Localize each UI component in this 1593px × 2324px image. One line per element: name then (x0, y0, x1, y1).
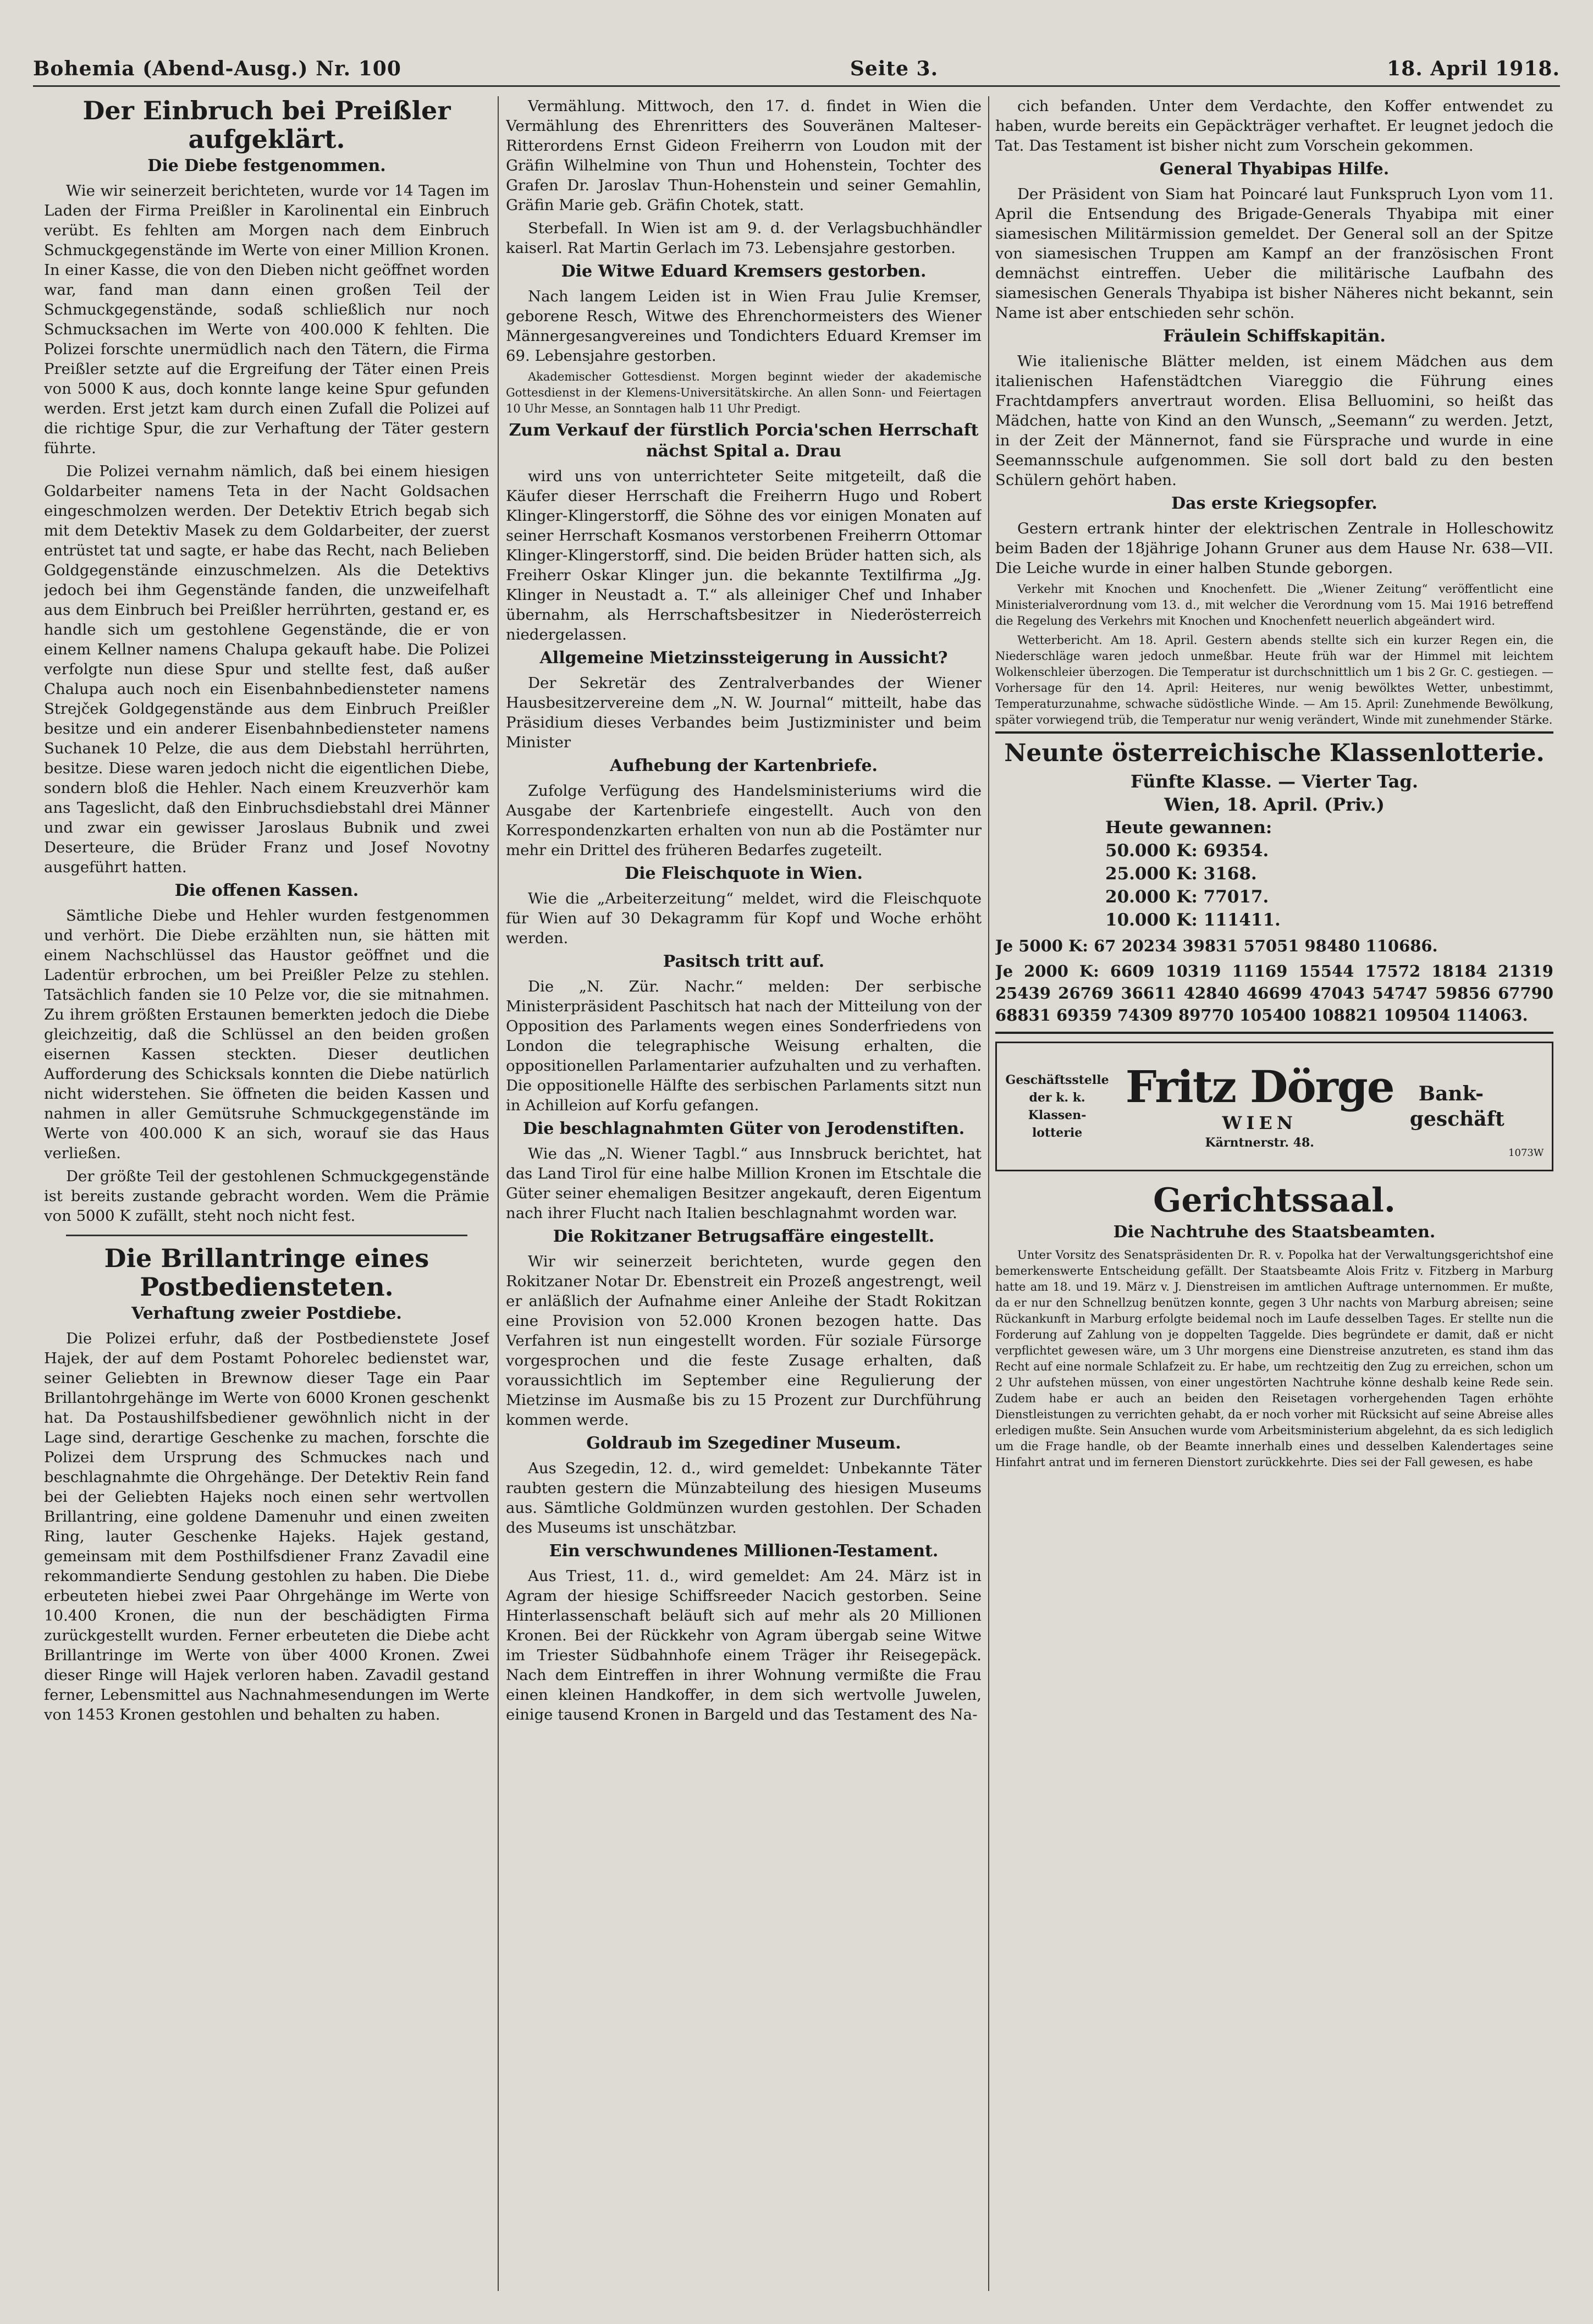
lottery-results (995, 731, 1553, 1034)
news-headline: Die beschlagnahmten Güter von Jerodenstiften. (522, 1119, 965, 1138)
header-page-number: Seite 3. (850, 57, 939, 80)
lottery-win: 25.000 K: 3168. (1105, 864, 1257, 884)
article-separator (66, 1235, 467, 1236)
column-2 (506, 96, 982, 2291)
lottery-2000-list: Je 2000 K: 6609 10319 11169 15544 17572 18184 21319 25439 26769 36611 42840 46699 47043 54747 59856 67790 68831 69359 74309 89770 105400 108821 109504 114063. (995, 962, 1553, 1025)
news-item: cich befanden. Unter dem Verdachte, den Koffer entwendet zu haben, wurde bereits ein Gepäckträger verhaftet. Er leugnet jedoch die Tat. Das Testament ist bisher nicht zum Vorschein gekommen. (995, 97, 1553, 155)
lottery-win: 20.000 K: 77017. (1105, 887, 1269, 907)
column-rule (498, 96, 499, 2291)
news-item: Wir wir seinerzeit berichteten, wurde gegen den Rokitzaner Notar Dr. Ebenstreit ein Prozeß angestrengt, weil er anläßlich der Aufnahme einer Anleihe der Stadt Rokitzan eine Provision von 52.000 Kronen bezogen hatte. Das Verfahren ist nun eingestellt worden. Für soziale Fürsorge vorgesprochen und die feste Zusage erhalten, daß voraussichtlich im September eine Regulierung der Mietzinse im Ausmaße bis zu 15 Prozent zur Durchführung kommen werde. (506, 1253, 982, 1429)
news-item: Wie das „N. Wiener Tagbl.“ aus Innsbruck berichtet, hat das Land Tirol für eine halbe Million Kronen im Etschtale die Güter seiner ehemaligen Besitzer angekauft, deren Eigentum nach ihrer Flucht nach Italien beschlagnahmt worden war. (506, 1145, 982, 1222)
news-item: Der Präsident von Siam hat Poincaré laut Funkspruch Lyon vom 11. April die Entsendung des Brigade-Generals Thyabipa mit einer siamesischen Militärmission gemeldet. Der General soll an der Spitze von siamesischen Truppen am Kampf an der französischen Front demnächst eintreffen. Ueber die militärische Laufbahn des siamesischen Generals Thyabipa ist bisher Näheres nicht bekannt, sein Name ist aber entschieden sehr schön. (995, 185, 1553, 322)
article-headline: Die Brillantringe eines Postbediensteten. (104, 1243, 429, 1302)
news-headline: Allgemeine Mietzinssteigerung in Aussicht? (539, 648, 948, 668)
news-item: Der Sekretär des Zentralverbandes der Wiener Hausbesitzervereine dem „N. W. Journal“ mitteilt, habe das Präsidium dieses Verbandes beim Justizminister und beim Minister (506, 674, 982, 751)
news-item: Wie die „Arbeiterzeitung“ meldet, wird die Fleischquote für Wien auf 30 Dekagramm für Kopf und Woche erhöht werden. (506, 890, 982, 947)
news-headline: Die Rokitzaner Betrugsaffäre eingestellt. (553, 1227, 935, 1246)
news-item: Zufolge Verfügung des Handelsministeriums wird die Ausgabe der Kartenbriefe eingestellt. Auch von den Korrespondenzkarten erhalten von nun ab die Postämter nur mehr ein Drittel des früheren Bedarfes zugeteilt. (506, 782, 982, 859)
lottery-win: 50.000 K: 69354. (1105, 841, 1269, 861)
column-1 (44, 96, 489, 2291)
column-rule (988, 96, 989, 2291)
court-section (995, 1181, 1553, 1471)
news-item: Nach langem Leiden ist in Wien Frau Julie Kremser, geborene Resch, Witwe des Ehrenchormeisters des Wiener Männergesangvereines und Tondichters Eduard Kremser im 69. Lebensjahre gestorben. (506, 288, 982, 365)
article-subheadline: Verhaftung zweier Postdiebe. (131, 1304, 402, 1323)
news-item-small: Akademischer Gottesdienst. Morgen beginnt wieder der akademische Gottesdienst in der Klemens-Universitätskirche. An allen Sonn- und Feiertagen 10 Uhr Messe, an Sonntagen halb 11 Uhr Predigt. (506, 370, 982, 415)
article-paragraph: Sämtliche Diebe und Hehler wurden festgenommen und verhört. Die Diebe erzählten nun, sie hätten mit einem Nachschlüssel das Haustor geöffnet und die Ladentür erbrochen, um bei Preißler Pelze zu stehlen. Tatsächlich fanden sie 10 Pelze vor, die sie mitnahmen. Zu ihrem größten Erstaunen bemerkten jedoch die Diebe gleichzeitig, daß die Schlüssel an den beiden großen eisernen Kassen steckten. Dieser deutlichen Aufforderung des Schicksals konnten die Diebe natürlich nicht widerstehen. Sie öffneten die beiden Kassen und nahmen in aller Gemütsruhe Schmuckgegenstände im Werte von 400.000 K an sich, worauf sie das Haus verließen. (44, 907, 489, 1162)
news-headline: Goldraub im Szegediner Museum. (586, 1434, 901, 1453)
column-3 (995, 96, 1553, 2291)
news-headline: Die Fleischquote in Wien. (625, 864, 863, 883)
lottery-class: Fünfte Klasse. — Vierter Tag. (1130, 771, 1419, 792)
lottery-win: 10.000 K: 111411. (1105, 910, 1281, 930)
news-headline: General Thyabipas Hilfe. (1159, 159, 1390, 179)
news-headline: Die Witwe Eduard Kremsers gestorben. (561, 262, 927, 281)
news-item: wird uns von unterrichteter Seite mitgeteilt, daß die Käufer dieser Herrschaft die Freiherrn Hugo und Robert Klinger-Klingerstorff, die Söhne des vor einigen Monaten auf seiner Herrschaft Kosmanos verstorbenen Freiherrn Ottomar Klinger-Klingerstorff, sind. Die beiden Brüder hatten sich, als Freiherr Oskar Klinger jun. die bekannte Textilfirma „Jg. Klinger in Neustadt a. T.“ als alleiniger Chef und Inhaber übernahm, als Herrschaftsbesitzer in Niederösterreich niedergelassen. (506, 467, 982, 643)
news-item: Die „N. Zür. Nachr.“ melden: Der serbische Ministerpräsident Paschitsch hat nach der Mitteilung von der Opposition des Parlaments wegen eines Sonderfriedens von London die telegraphische Weisung erhalten, die oppositionellen Parlamentarier aufzuhalten und zu verhaften. Die oppositionelle Hälfte des serbischen Parlaments sitzt nun in Achilleion auf Korfu gefangen. (506, 978, 982, 1114)
lottery-dateline: Wien, 18. April. (Priv.) (1164, 794, 1385, 815)
news-headline: Zum Verkauf der fürstlich Porcia'schen Herrschaft nächst Spital a. Drau (509, 421, 979, 461)
bank-advertisement (995, 1042, 1553, 1171)
news-headline: Ein verschwundenes Millionen-Testament. (549, 1541, 939, 1561)
page-header (33, 52, 1560, 87)
article-paragraph: Die Polizei vernahm nämlich, daß bei einem hiesigen Goldarbeiter namens Teta in der Nacht Goldsachen eingeschmolzen werden. Der Detektiv Etrich begab sich mit dem Detektiv Masek zu dem Goldarbeiter, der zuerst entrüstet tat und sagte, er habe das Recht, nach Belieben Goldgegenstände einzuschmelzen. Als die Detektivs jedoch bei ihm Gegenstände fanden, die unzweifelhaft aus dem Einbruch bei Preißler herrührten, gestand er, es handle sich um gestohlene Gegenstände, die er von einem Kellner namens Chalupa gekauft habe. Die Polizei verfolgte nun diese Spur und stellte fest, daß außer Chalupa auch noch ein Eisenbahnbediensteter namens Strejček Goldgegenstände aus dem Einbruch Preißler besitze und ein anderer Eisenbahnbediensteter namens Suchanek 10 Pelze, die aus dem Diebstahl herrührten, besitze. Diese waren jedoch nicht die eigentlichen Diebe, sondern bloß die Hehler. Nach einem Kreuzverhör kam ans Tageslicht, daß den Einbruchsdiebstahl drei Männer und zwar ein gewisser Jaroslaus Bubnik und zwei Deserteure, die Brüder Franz und Josef Novotny ausgeführt hatten. (44, 462, 489, 876)
news-item: Wie italienische Blätter melden, ist einem Mädchen aus dem italienischen Hafenstädtchen Viareggio die Führung eines Frachtdampfers anvertraut worden. Elisa Belluomini, so heißt das Mädchen, hatte von Kind an den Wunsch, „Seemann“ zu werden. Jetzt, in der Zeit der Männernot, fand sie Fürsprache und wurde in eine Seemannsschule aufgenommen. Sie soll dort bald zu den besten Schülern gehört haben. (995, 353, 1553, 489)
ad-bank-label: Bank-geschäft (1409, 1082, 1504, 1131)
news-headline: Das erste Kriegsopfer. (1171, 494, 1377, 513)
news-headline: Pasitsch tritt auf. (663, 952, 825, 971)
news-headline: Aufhebung der Kartenbriefe. (609, 756, 878, 775)
ad-office-label: Geschäftsstelle der k. k. Klassen-lotterie (1005, 1073, 1109, 1140)
news-item: Aus Triest, 11. d., wird gemeldet: Am 24. März ist in Agram der hiesige Schiffsreeder Nacich gestorben. Seine Hinterlassenschaft beläuft sich auf mehr als 20 Millionen Kronen. Bei der Rückkehr von Agram übergab seine Witwe im Triester Südbahnhofe einem Träger ihr Reisegepäck. Nach dem Eintreffen in ihrer Wohnung vermißte die Frau einen kleinen Handkoffer, in dem sich wertvolle Juwelen, einige tausend Kronen in Bargeld und das Testament des Na- (506, 1567, 982, 1723)
article-paragraph: Wie wir seinerzeit berichteten, wurde vor 14 Tagen im Laden der Firma Preißler in Karolinental ein Einbruch verübt. Es fehlten am Morgen nach dem Einbruch Schmuckgegenstände im Werte von einer Million Kronen. In einer Kasse, die von den Dieben nicht geöffnet worden war, fand man dann einen großen Teil der Schmuckgegenstände, sodaß schließlich nur noch Schmucksachen im Werte von 400.000 K fehlten. Die Polizei forschte unermüdlich nach den Tätern, die Firma Preißler setzte auf die Ergreifung der Täter einen Preis von 5000 K aus, doch konnte lange keine Spur gefunden werden. Erst jetzt kam durch einen Zufall die Polizei auf die richtige Spur, die zur Verhaftung der Täter gestern führte. (44, 182, 489, 457)
court-article-text: Unter Vorsitz des Senatspräsidenten Dr. R. v. Popolka hat der Verwaltungsgerichtshof eine bemerkenswerte Entscheidung gefällt. Der Staatsbeamte Alois Fritz v. Fitzberg in Marburg hatte am 18. und 19. März v. J. Dienstreisen im amtlichen Auftrage unternommen. Er mußte, da er nur den Schnellzug benützen konnte, gegen 3 Uhr nachts von Marburg abreisen; seine Rückankunft in Marburg erfolgte beidemal noch im Laufe desselben Tages. Er stellte nun die Forderung auf Zahlung von je doppelten Taggelde. Dies begründete er damit, daß er nicht verpflichtet gewesen wäre, um 3 Uhr morgens eine Dienstreise anzutreten, es stand ihm das Recht auf eine normale Schlafzeit zu. Er habe, um rechtzeitig den Zug zu erreichen, schon um 2 Uhr aufstehen müssen, von einer ungestörten Nachtruhe könne deshalb keine Rede sein. Zudem habe er auch an beiden den Reisetagen vorhergehenden Tagen erhöhte Dienstleistungen zu verrichten gehabt, da er noch vorher mit Rücksicht auf seine Abreise alles erledigen mußte. Sein Ansuchen wurde vom Arbeitsministerium abgelehnt, da es sich lediglich um die Frage handle, ob der Beamte innerhalb eines und desselben Kalendertages seine Hinfahrt antrat und im ferneren Dienstort zurückkehrte. Dies sei der Fall gewesen, es habe (995, 1248, 1553, 1469)
court-article-headline: Die Nachtruhe des Staatsbeamten. (1113, 1222, 1436, 1242)
ad-number: 1073W (1508, 1147, 1544, 1159)
lottery-5000-list: Je 5000 K: 67 20234 39831 57051 98480 110686. (995, 937, 1438, 955)
article-paragraph: Der größte Teil der gestohlenen Schmuckgegenstände ist bereits zustande gebracht worden. Wem die Prämie von 5000 K zufällt, steht noch nicht fest. (44, 1167, 489, 1225)
section-title: Gerichtssaal. (1153, 1181, 1396, 1220)
news-item: Vermählung. Mittwoch, den 17. d. findet in Wien die Vermählung des Ehrenritters des Souveränen Malteser-Ritterordens Ernst Gideon Freiherrn von Loudon mit der Gräfin Wilhelmine von Thun und Hohenstein, Tochter des Grafen Dr. Jaroslav Thun-Hohenstein und seiner Gemahlin, Gräfin Marie geb. Gräfin Chotek, statt. (506, 97, 982, 214)
header-issue: Bohemia (Abend-Ausg.) Nr. 100 (33, 57, 401, 80)
ad-city: WIEN (1222, 1113, 1297, 1133)
article-headline: Der Einbruch bei Preißler aufgeklärt. (82, 96, 451, 154)
article-paragraph: Die Polizei erfuhr, daß der Postbedienstete Josef Hajek, der auf dem Postamt Pohorelec bedienstet war, seiner Geliebten in Brewnow dieser Tage ein Paar Brillantohrgehänge im Werte von 6000 Kronen geschenkt hat. Da Postaushilfsbediener gewöhnlich nicht in der Lage sind, derartige Geschenke zu machen, forschte die Polizei dem Ursprung des Schmuckes nach und beschlagnahmte die Ohrgehänge. Der Detektiv Rein fand bei der Geliebten Hajeks noch einen sehr wertvollen Brillantring, eine goldene Damenuhr und einen zweiten Ring, lauter Geschenke Hajeks. Hajek gestand, gemeinsam mit dem Posthilfsdiener Franz Zavadil eine rekommandierte Sendung gestohlen zu haben. Die Diebe erbeuteten hiebei zwei Paar Ohrgehänge im Werte von 10.400 Kronen, die nun der beschädigten Firma zurückgestellt wurden. Ferner erbeuteten die Diebe acht Brillantringe im Werte von über 4000 Kronen. Zwei dieser Ringe will Hajek verloren haben. Zavadil gestand ferner, Lebensmittel aus Nachnahmesendungen im Werte von 1453 Kronen gestohlen und behalten zu haben. (44, 1330, 489, 1723)
news-item: Aus Szegedin, 12. d., wird gemeldet: Unbekannte Täter raubten gestern die Münzabteilung des hiesigen Museums aus. Sämtliche Goldmünzen wurden gestohlen. Der Schaden des Museums ist unschätzbar. (506, 1460, 982, 1537)
weather-report: Wetterbericht. Am 18. April. Gestern abends stellte sich ein kurzer Regen ein, die Niederschläge waren jedoch unmeßbar. Heute früh war der Himmel mit leichtem Wolkenschleier überzogen. Die Temperatur ist durchschnittlich um 1 bis 2 Gr. C. gestiegen. — Vorhersage für den 14. April: Heiteres, nur wenig bewölktes Wetter, unbestimmt, Temperaturzunahme, schwache südöstliche Winde. — Am 15. April: Zunehmende Bewölkung, später vorwiegend trüb, die Temperatur nur wenig verändert, Winde mit zunehmender Stärke. (995, 634, 1553, 726)
ad-brand-name: Fritz Dörge (1125, 1061, 1394, 1113)
article-subheadline: Die Diebe festgenommen. (147, 156, 386, 175)
lottery-today-label: Heute gewannen: (1105, 818, 1272, 838)
ad-address: Kärntnerstr. 48. (1205, 1136, 1314, 1150)
ad-center (1126, 1060, 1394, 1153)
article-subheadline: Die offenen Kassen. (174, 881, 359, 900)
lottery-title: Neunte österreichische Klassenlotterie. (1004, 739, 1545, 767)
news-item-small: Verkehr mit Knochen und Knochenfett. Die „Wiener Zeitung“ veröffentlicht eine Ministerialverordnung vom 13. d., mit welcher die Verordnung vom 15. Mai 1916 betreffend die Regelung des Verkehrs mit Knochen und Knochenfett neuerlich abgeändert wird. (995, 582, 1553, 627)
news-item: Sterbefall. In Wien ist am 9. d. der Verlagsbuchhändler kaiserl. Rat Martin Gerlach im 73. Lebensjahre gestorben. (506, 219, 982, 257)
header-date: 18. April 1918. (1387, 57, 1560, 80)
news-headline: Fräulein Schiffskapitän. (1163, 327, 1386, 346)
news-item: Gestern ertrank hinter der elektrischen Zentrale in Holleschowitz beim Baden der 18jährige Johann Gruner aus dem Hause Nr. 638—VII. Die Leiche wurde in einer halben Stunde geborgen. (995, 520, 1553, 577)
